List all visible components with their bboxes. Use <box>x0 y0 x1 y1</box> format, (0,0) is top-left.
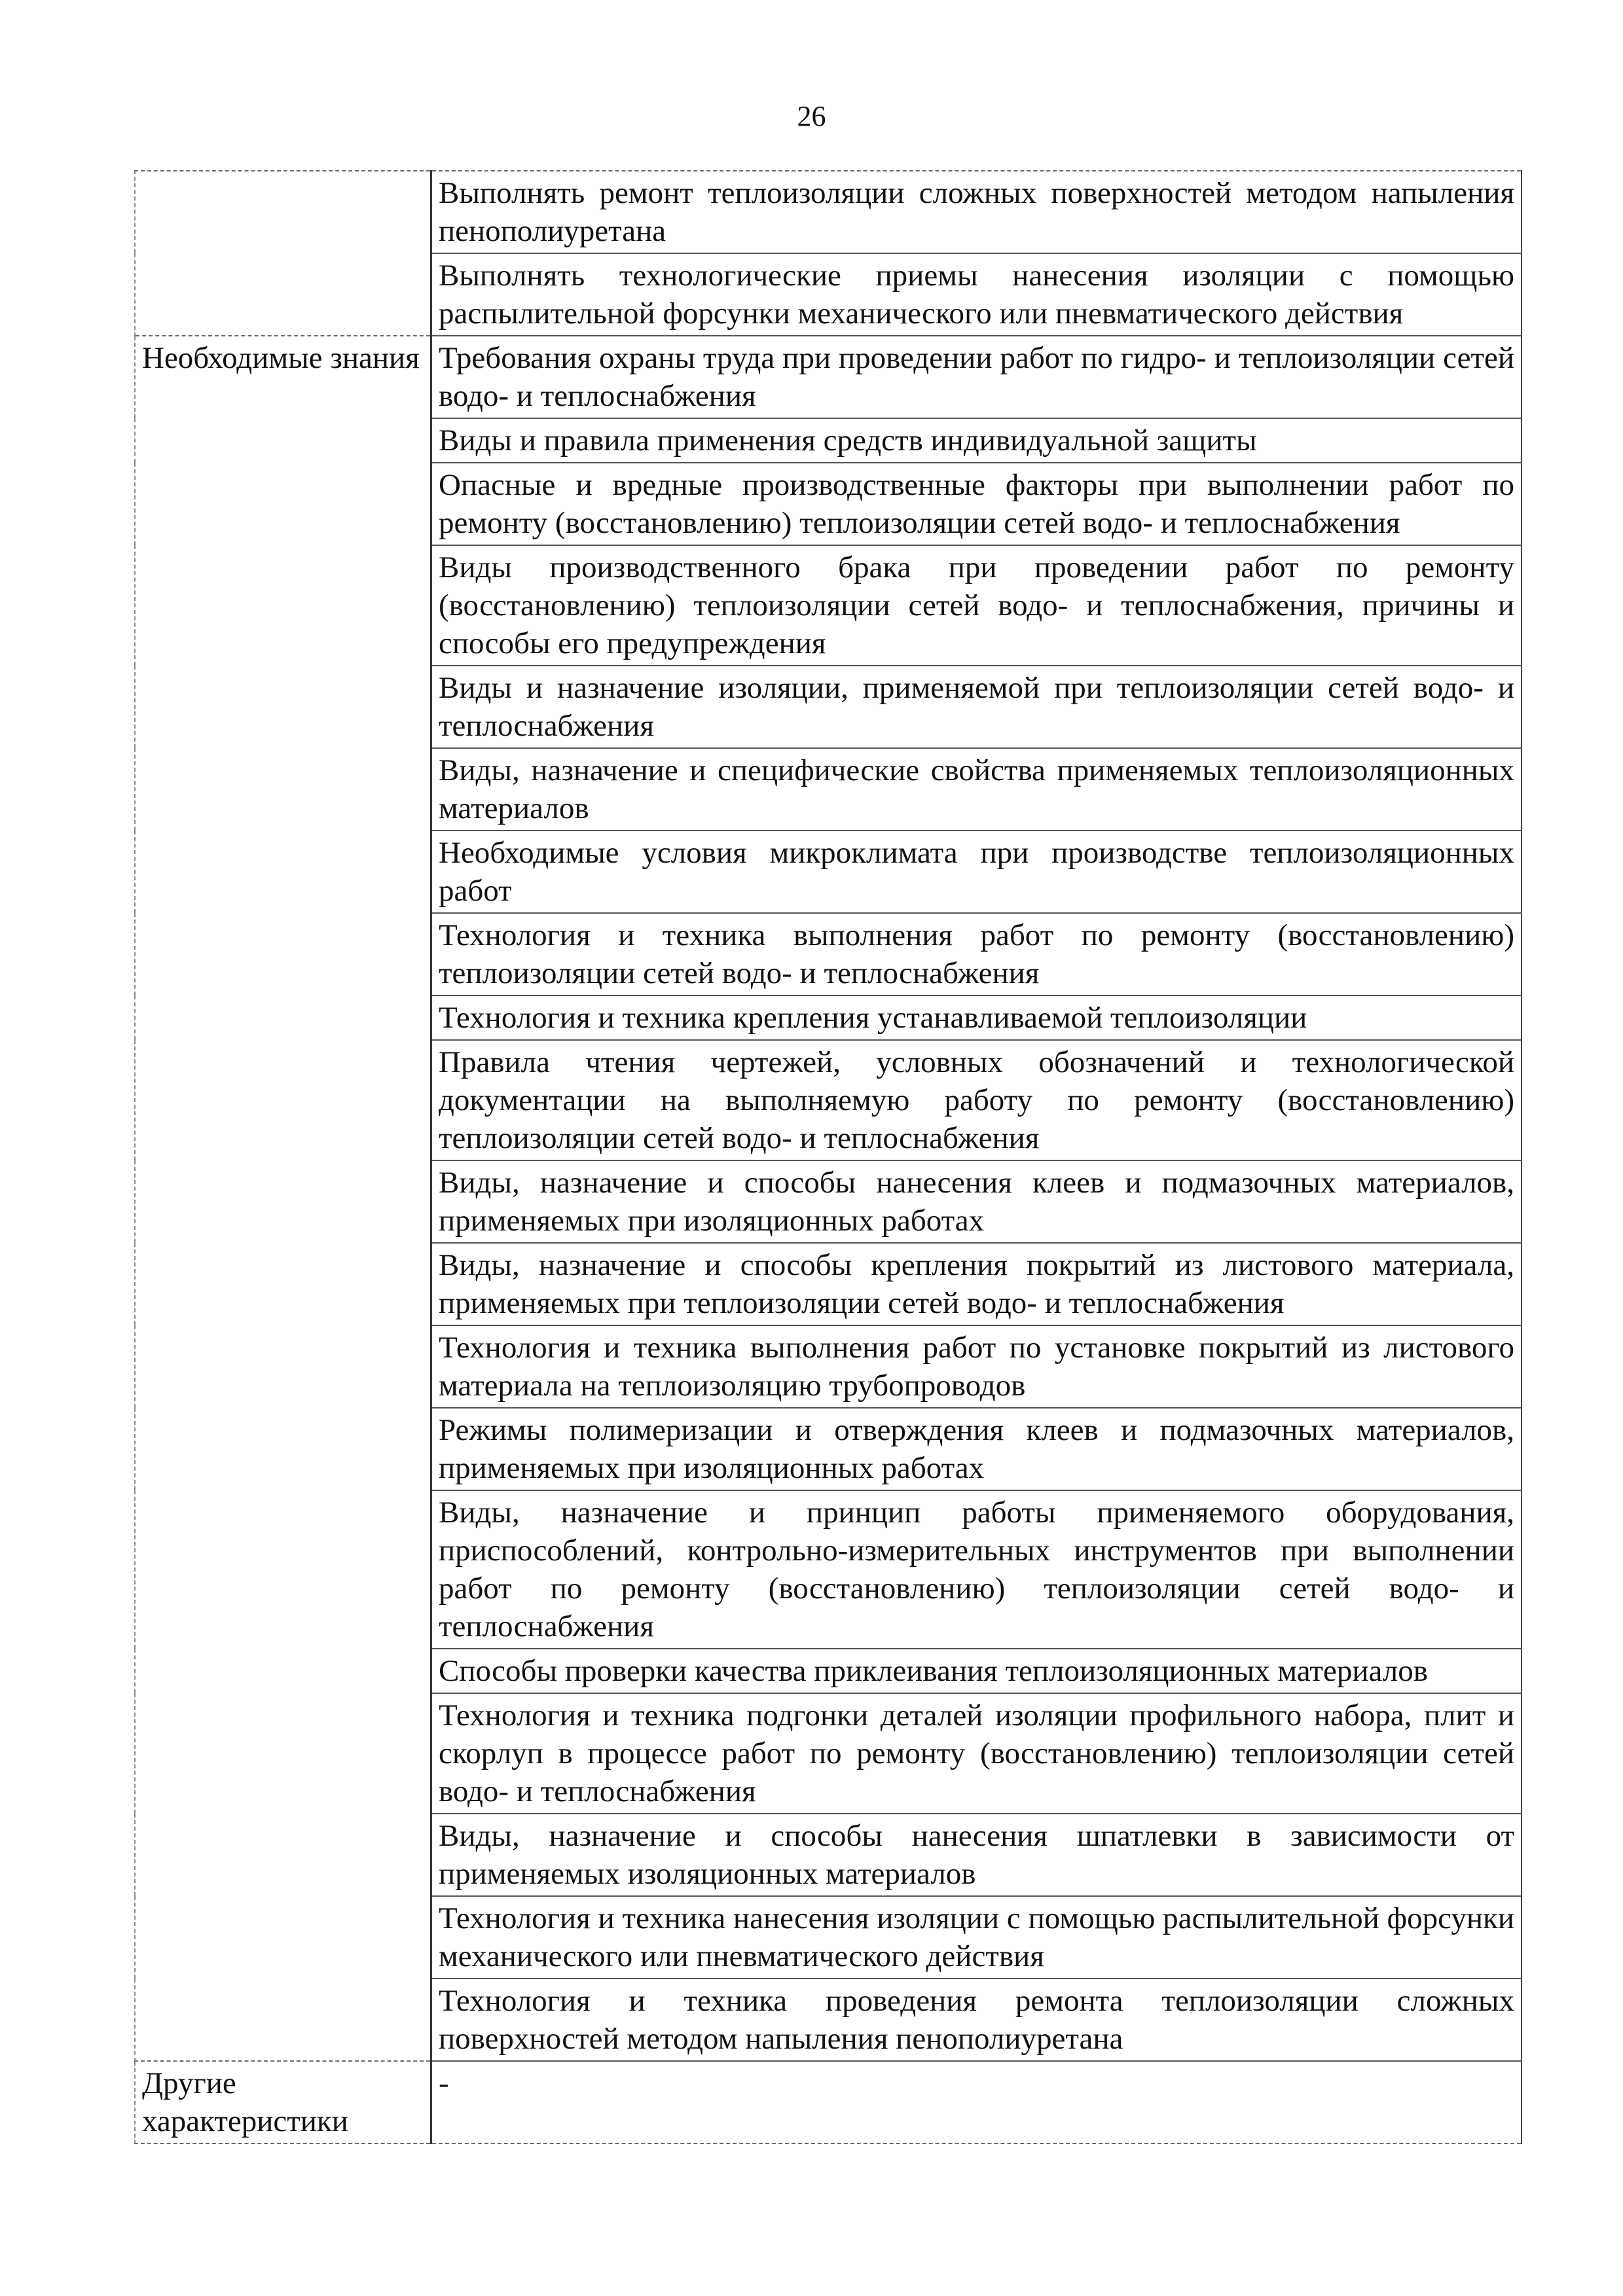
knowledge-item: Виды и назначение изоляции, применяемой при теплоизоляции сетей водо- и теплоснабжения <box>431 666 1522 748</box>
knowledge-item: Технология и техника нанесения изоляции с помощью распылительной форсунки механического или пневматического действия <box>431 1896 1522 1979</box>
competency-table <box>134 170 1522 2144</box>
knowledge-item: Способы проверки качества приклеивания теплоизоляционных материалов <box>431 1649 1522 1693</box>
knowledge-item: Виды, назначение и принцип работы применяемого оборудования, приспособлений, контрольно-измерительных инструментов при выполнении работ по ремонту (восстановлению) теплоизоляции сетей водо- и теплоснабжения <box>431 1490 1522 1649</box>
table-row <box>135 171 1522 253</box>
knowledge-item: Виды, назначение и специфические свойства применяемых теплоизоляционных материалов <box>431 748 1522 831</box>
knowledge-item: Технология и техника подгонки деталей изоляции профильного набора, плит и скорлуп в процессе работ по ремонту (восстановлению) теплоизоляции сетей водо- и теплоснабжения <box>431 1693 1522 1814</box>
continued-label-cell <box>135 171 431 336</box>
knowledge-item: Режимы полимеризации и отверждения клеев и подмазочных материалов, применяемых при изоляционных работах <box>431 1408 1522 1490</box>
knowledge-item: Технология и техника выполнения работ по ремонту (восстановлению) теплоизоляции сетей водо- и теплоснабжения <box>431 913 1522 996</box>
other-label: Другие характеристики <box>135 2061 431 2144</box>
table-row <box>135 2061 1522 2144</box>
knowledge-item: Необходимые условия микроклимата при производстве теплоизоляционных работ <box>431 831 1522 913</box>
continued-item: Выполнять ремонт теплоизоляции сложных поверхностей методом напыления пенополиуретана <box>431 171 1522 253</box>
knowledge-label: Необходимые знания <box>135 336 431 2061</box>
knowledge-item: Технология и техника проведения ремонта теплоизоляции сложных поверхностей методом напыления пенополиуретана <box>431 1979 1522 2061</box>
knowledge-item: Требования охраны труда при проведении работ по гидро- и теплоизоляции сетей водо- и теплоснабжения <box>431 336 1522 418</box>
knowledge-item: Технология и техника выполнения работ по установке покрытий из листового материала на теплоизоляцию трубопроводов <box>431 1325 1522 1408</box>
knowledge-item: Виды производственного брака при проведении работ по ремонту (восстановлению) теплоизоляции сетей водо- и теплоснабжения, причины и способы его предупреждения <box>431 545 1522 666</box>
knowledge-item: Правила чтения чертежей, условных обозначений и технологической документации на выполняемую работу по ремонту (восстановлению) теплоизоляции сетей водо- и теплоснабжения <box>431 1040 1522 1160</box>
knowledge-item: Виды и правила применения средств индивидуальной защиты <box>431 418 1522 463</box>
table-row <box>135 336 1522 418</box>
page-number: 26 <box>797 100 826 132</box>
continued-item: Выполнять технологические приемы нанесения изоляции с помощью распылительной форсунки механического или пневматического действия <box>431 253 1522 336</box>
other-value: - <box>431 2061 1522 2144</box>
knowledge-item: Виды, назначение и способы крепления покрытий из листового материала, применяемых при теплоизоляции сетей водо- и теплоснабжения <box>431 1243 1522 1325</box>
knowledge-item: Опасные и вредные производственные факторы при выполнении работ по ремонту (восстановлению) теплоизоляции сетей водо- и теплоснабжения <box>431 463 1522 545</box>
knowledge-item: Виды, назначение и способы нанесения клеев и подмазочных материалов, применяемых при изоляционных работах <box>431 1160 1522 1243</box>
table-body <box>135 171 1522 2144</box>
knowledge-item: Виды, назначение и способы нанесения шпатлевки в зависимости от применяемых изоляционных материалов <box>431 1814 1522 1896</box>
knowledge-item: Технология и техника крепления устанавливаемой теплоизоляции <box>431 996 1522 1040</box>
